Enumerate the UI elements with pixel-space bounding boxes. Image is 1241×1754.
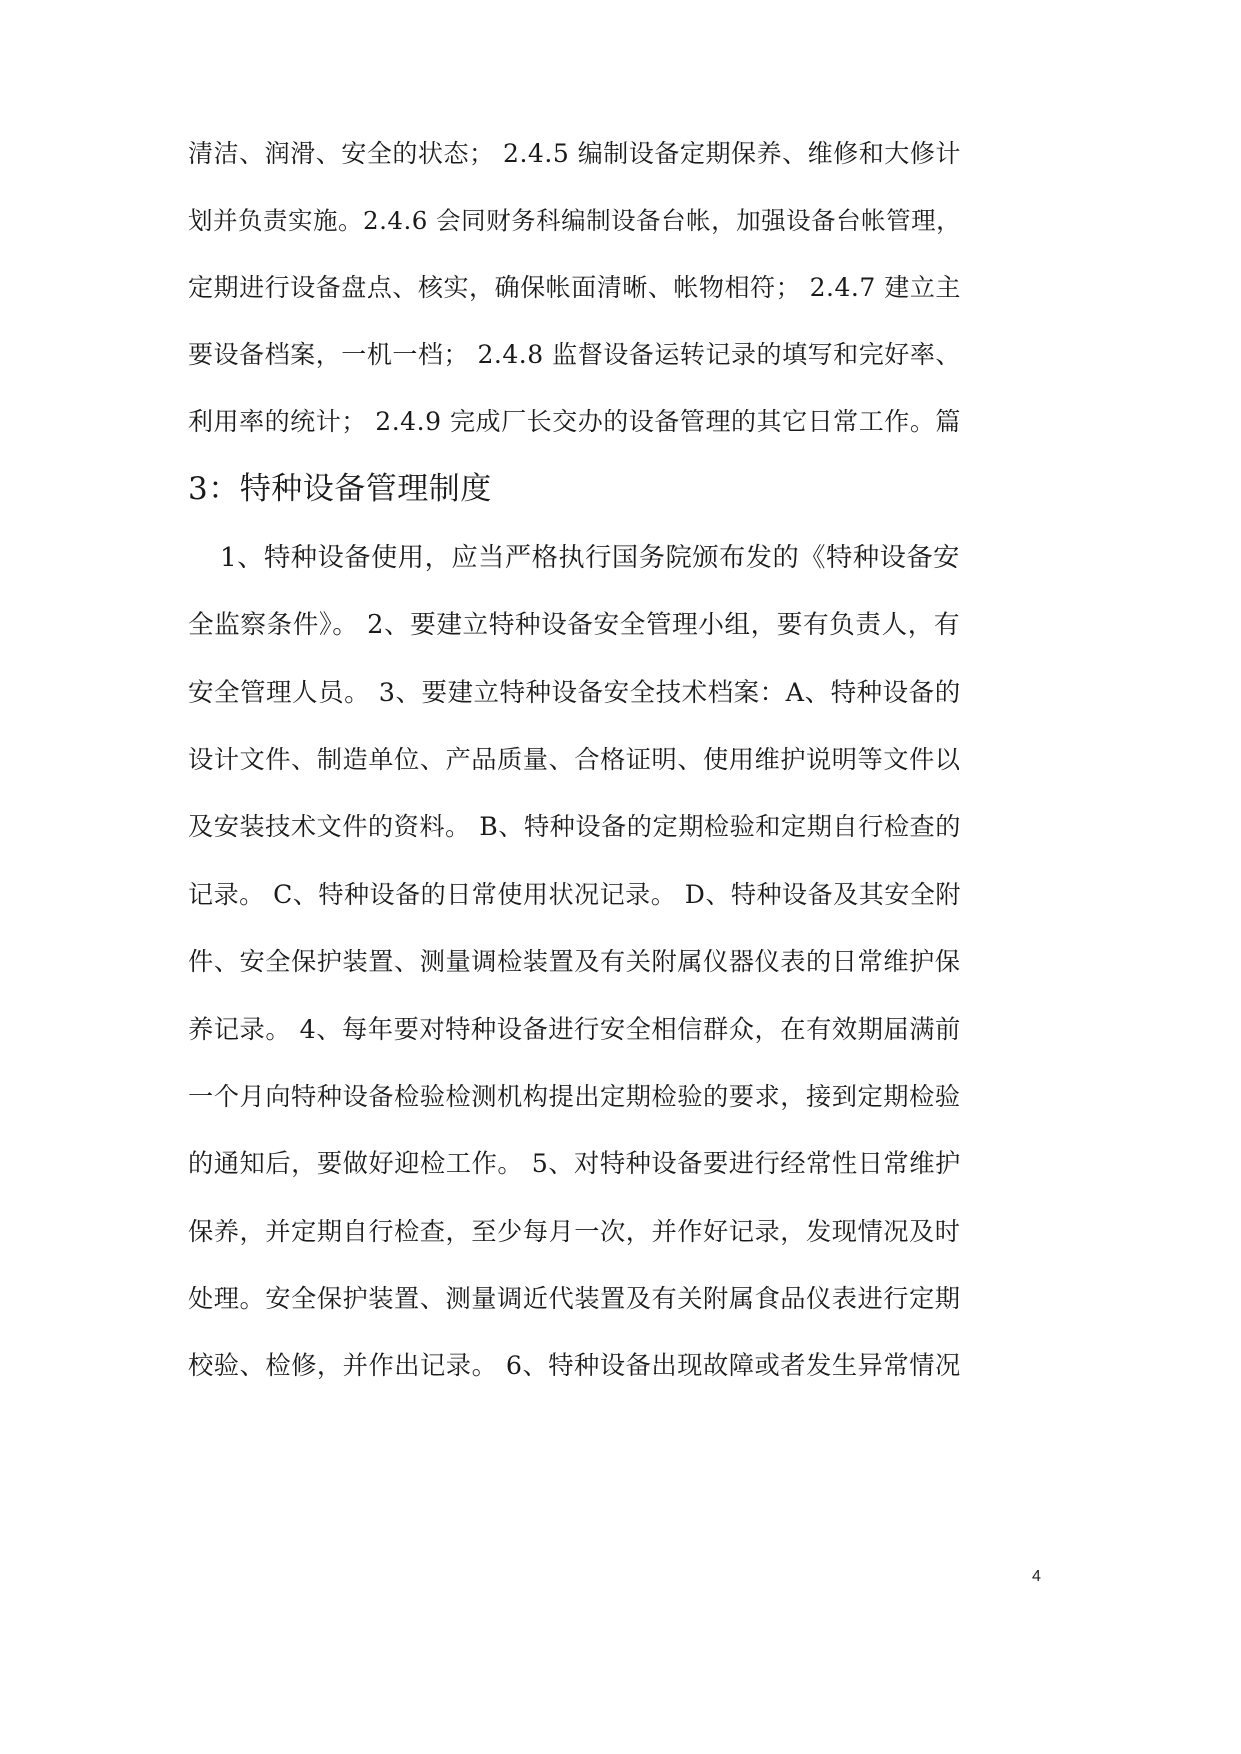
text-line-19: 校验、检修，并作出记录。 6、特种设备出现故障或者发生异常情况 — [188, 1351, 961, 1380]
page-number: 4 — [1032, 1568, 1041, 1585]
text-line-15: 一个月向特种设备检验检测机构提出定期检验的要求，接到定期检验 — [188, 1082, 961, 1111]
text-line-7: 1、特种设备使用，应当严格执行国务院颁布发的《特种设备安 — [220, 543, 960, 573]
section-heading: 3：特种设备管理制度 — [188, 471, 492, 507]
text-line-9: 安全管理人员。 3、要建立特种设备安全技术档案：A、特种设备的 — [188, 678, 961, 708]
text-line-12: 记录。 C、特种设备的日常使用状况记录。 D、特种设备及其安全附 — [188, 880, 961, 909]
text-line-8: 全监察条件》。 2、要建立特种设备安全管理小组，要有负责人，有 — [188, 610, 961, 640]
text-line-16: 的通知后，要做好迎检工作。 5、对特种设备要进行经常性日常维护 — [188, 1149, 961, 1178]
text-line-10: 设计文件、制造单位、产品质量、合格证明、使用维护说明等文件以 — [188, 745, 961, 774]
text-line-18: 处理。安全保护装置、测量调近代装置及有关附属食品仪表进行定期 — [188, 1284, 961, 1313]
text-line-14: 养记录。 4、每年要对特种设备进行安全相信群众，在有效期届满前 — [188, 1015, 961, 1044]
text-line-5: 利用率的统计； 2.4.9 完成厂长交办的设备管理的其它日常工作。篇 — [188, 407, 961, 436]
text-line-4: 要设备档案，一机一档； 2.4.8 监督设备运转记录的填写和完好率、 — [188, 340, 961, 369]
text-line-11: 及安装技术文件的资料。 B、特种设备的定期检验和定期自行检查的 — [188, 812, 961, 841]
text-line-1: 清洁、润滑、安全的状态； 2.4.5 编制设备定期保养、维修和大修计 — [188, 139, 961, 168]
text-line-13: 件、安全保护装置、测量调检装置及有关附属仪器仪表的日常维护保 — [188, 947, 961, 976]
text-line-2: 划并负责实施。2.4.6 会同财务科编制设备台帐，加强设备台帐管理， — [188, 206, 962, 235]
text-line-17: 保养，并定期自行检查，至少每月一次，并作好记录，发现情况及时 — [188, 1217, 961, 1246]
text-line-3: 定期进行设备盘点、核实，确保帐面清晰、帐物相符； 2.4.7 建立主 — [188, 273, 961, 302]
